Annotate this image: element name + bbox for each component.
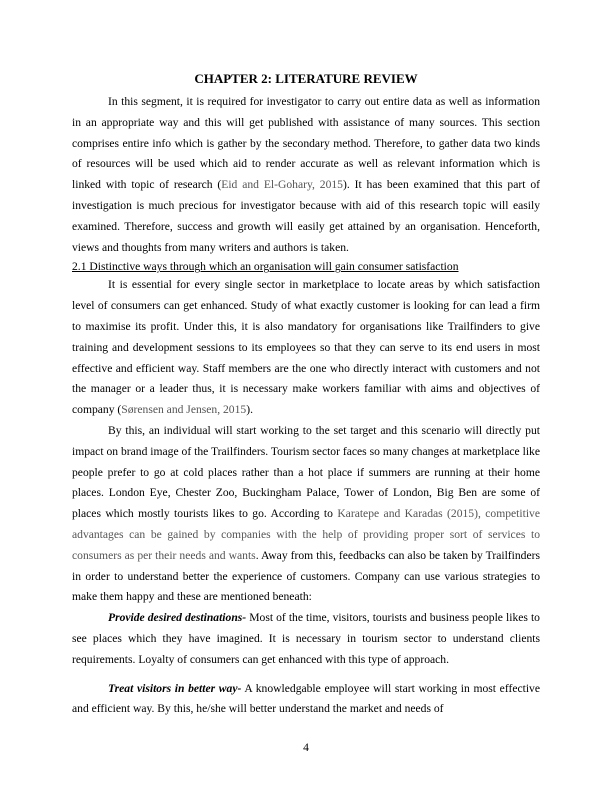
target-citation: Karatepe and Karadas (2015), competitive advantages can be gained by companies with the help of providing proper sort of services to consumers as per their needs and wants — [72, 507, 540, 562]
page-content — [72, 70, 540, 720]
page-number: 4 — [303, 741, 309, 754]
target-text-after-citation: . Away from this, feedbacks can also be taken by Trailfinders in order to understand better the experience of customers. Company can use various strategies to make them happy and these are mentioned beneath: — [72, 548, 540, 604]
target-paragraph — [72, 421, 540, 608]
intro-citation: Eid and El-Gohary, 2015 — [221, 178, 343, 192]
chapter-title: CHAPTER 2: LITERATURE REVIEW — [194, 71, 418, 86]
essential-paragraph — [72, 275, 540, 421]
intro-text-after-citation: ). It has been examined that this part of investigation is much precious for investigator because with aid of this research topic will easily examined. Therefore, success and growth will easily get attained by an organisation. Henceforth, views and thoughts from many writers and authors is taken. — [72, 178, 540, 254]
intro-text-before-citation: In this segment, it is required for investigator to carry out entire data as well as information in an appropriate way and this will get published with assistance of many sources. This section comprises entire info which is gather by the secondary method. Therefore, to gather data two kinds of resources will be used which aid to render accurate as well as relevant information which is linked with topic of research ( — [72, 95, 540, 192]
visitors-text: A knowledgable employee will start working in most effective and efficient way. By this, he/she will better understand the market and needs of — [72, 681, 541, 716]
visitors-paragraph — [72, 679, 540, 721]
target-text-before-citation: By this, an individual will start working to the set target and this scenario will directly put impact on brand image of the Trailfinders. Tourism sector faces so many changes at marketplace like people prefer to go at cold places rather than a hot place if summers are running at their home places. London Eye, Chester Zoo, Buckingham Palace, Tower of London, Big Ben are some of places which mostly tourists likes to go. According to — [72, 423, 540, 521]
destinations-lead: Provide desired destinations- — [108, 611, 247, 625]
section-heading: 2.1 Distinctive ways through which an organisation will gain consumer satisfaction — [72, 260, 459, 274]
paragraph-gap — [72, 671, 540, 679]
intro-paragraph — [72, 92, 540, 258]
destinations-paragraph — [72, 608, 540, 670]
essential-citation: Sørensen and Jensen, 2015 — [121, 403, 247, 417]
destinations-text: Most of the time, visitors, tourists and business people likes to see places which they have imagined. It is necessary in tourism sector to understand clients requirements. Loyalty of consumers can get enhanced with this type of approach. — [72, 611, 540, 666]
essential-text-after-citation: ). — [246, 403, 253, 417]
essential-text-before-citation: It is essential for every single sector in marketplace to locate areas by which satisfaction level of consumers can get enhanced. Study of what exactly customer is looking for can lead a firm to maximise its profit. Under this, it is also mandatory for organisations like Trailfinders to give training and development sessions to its employees so that they can serve to its end users in most effective and efficient way. Staff members are the one who directly interact with customers and not the manager or a leader thus, it is necessary make workers familiar with aims and objectives of company ( — [72, 278, 540, 417]
visitors-lead: Treat visitors in better way- — [108, 681, 242, 695]
